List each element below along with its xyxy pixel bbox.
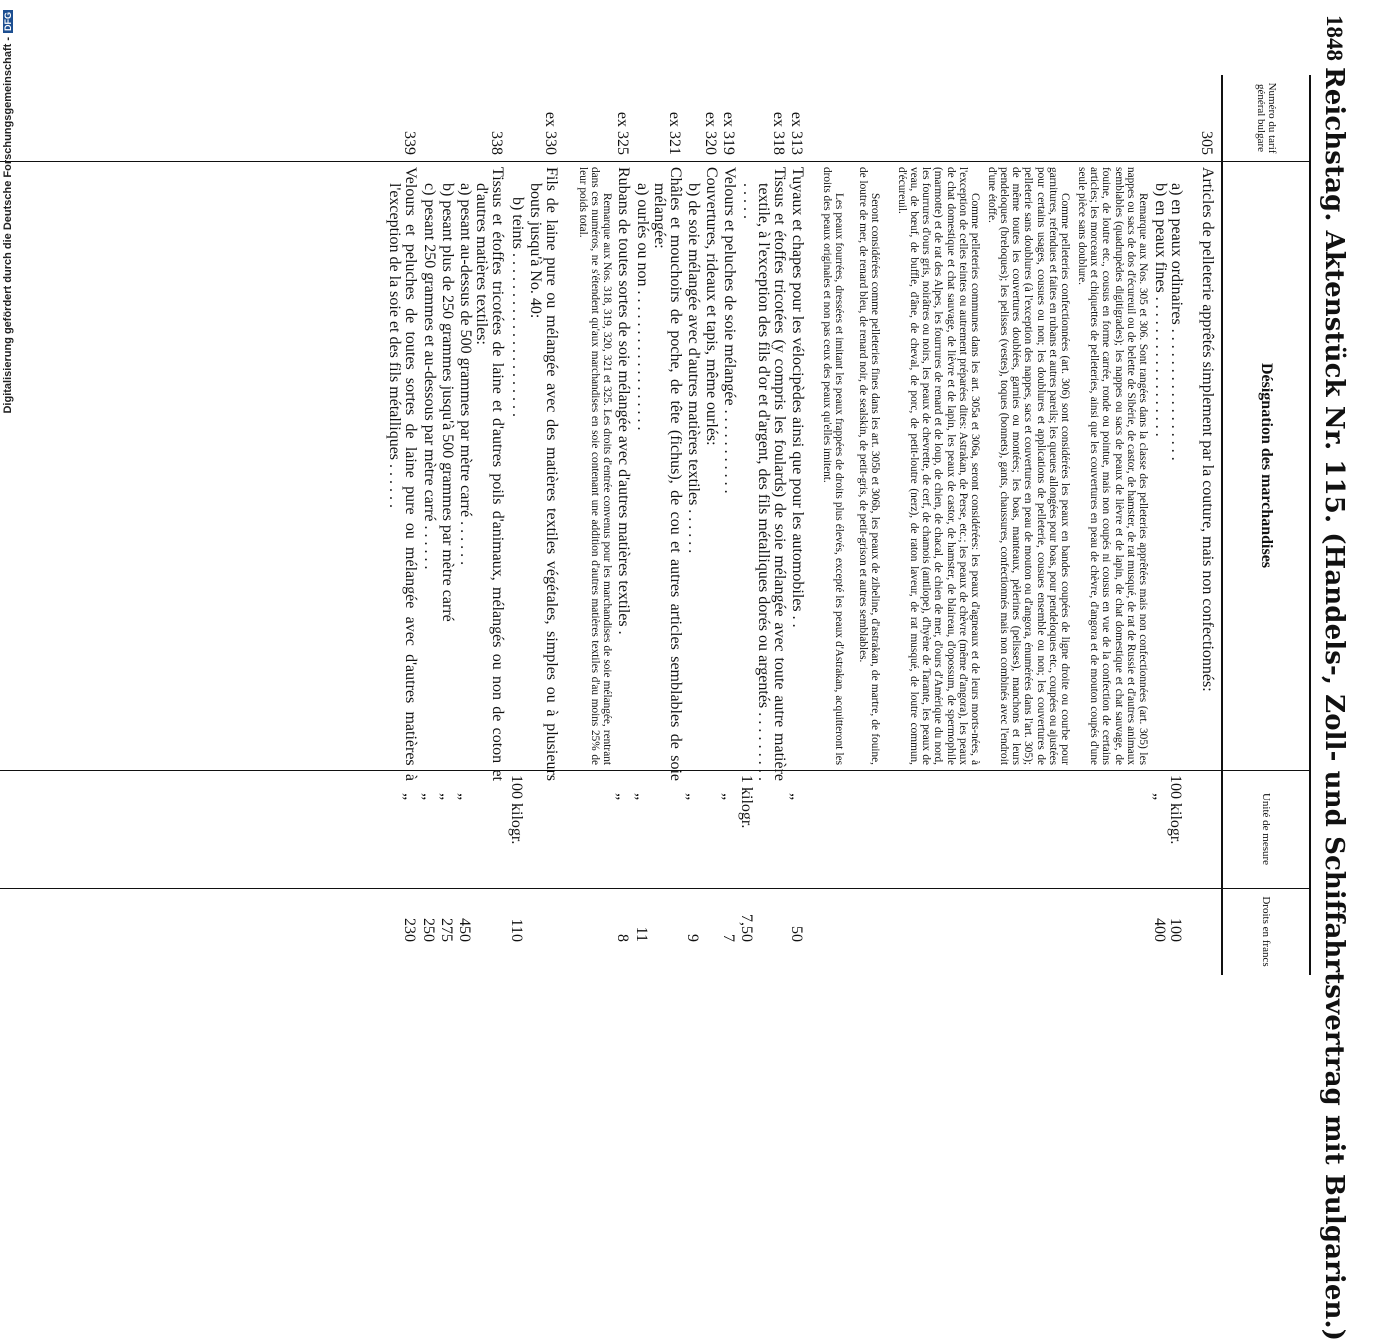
item-subdivision: b) teints . . . . . . . . . . . . . . . . . . . . .	[509, 197, 526, 417]
tariff-number: ex 319	[720, 111, 737, 155]
column-header-number: Numéro du tarif général bulgare	[1255, 82, 1278, 154]
duty-value: 9	[684, 934, 701, 942]
duty-value: 275	[438, 918, 455, 942]
duty-value: 7,50	[738, 914, 755, 942]
duty-value: 100	[1167, 918, 1184, 942]
duty-value: 7	[720, 934, 737, 942]
item-description: Châles et mouchoirs de poche, de tête (fichus), de cou et autres articles semblables de soie mélangée:	[651, 167, 684, 781]
tariff-number: ex 320	[702, 111, 719, 155]
item-description: Velours et peluches de soie mélangée . . . . . . . . . . .	[721, 167, 738, 494]
item-subdivision: a) pesant au-dessus de 500 grammes par mètre carré . . . . . .	[457, 183, 474, 566]
page-title: Reichstag. Aktenstück Nr. 115. (Handels-, Zoll- und Schiffahrtsvertrag mit Bulgarien.)	[1319, 67, 1349, 1341]
tariff-number: ex 313	[788, 111, 805, 155]
column-divider	[0, 161, 1311, 162]
remark-text: Comme pelleteries confectionnées (art. 306) sont considérées les peaux en bandes coupées de ligne droite ou courbe pour garnitures, refendues et faites en rubans et autres pareils; les queues allongées pour boas, pour pendeloques etc., coupées ou ajustées pour certains usages, cousues ou non; les doublures et applications de pelleterie, cousues ensemble ou non; les couvertures de pelleterie sans doublures (à l'exception des nappes, sacs et couvertures en peau de mouton ou d'angora, énumérées dans l'art. 305); de même toutes les couvertures doublées, garnies ou montées; les boas, manteaux, pèlerines (pelisses), manchons et leurs pendeloques (breloques); les pelisses (vestes), toques (bonnets), gants, chaussures, confectionnés mais non combinés avec l'endroit d'une étoffe.	[985, 167, 1071, 765]
item-subdivision: a) en peaux ordinaires . . . . . . . . . . . . . . . . .	[1168, 183, 1185, 461]
tariff-number: ex 325	[614, 111, 631, 155]
tariff-table	[0, 75, 1311, 975]
column-header-unit: Unité de mesure	[1260, 792, 1272, 866]
item-description: Tuyaux et chapes pour les vélocipèdes ainsi que pour les automobiles . .	[789, 167, 806, 628]
table-rule-header	[1221, 75, 1223, 975]
item-description: Couvertures, rideaux et tapis, même ourlés:	[703, 167, 720, 446]
page-number: 1848	[1322, 15, 1347, 61]
item-description: Velours et peluches de toutes sortes de laine pure ou mélangée avec d'autres matières à l'exception de la soie et des fils métalliques . . . . . .	[386, 167, 419, 781]
page-header	[1313, 15, 1353, 1341]
tariff-number: ex 318	[770, 111, 787, 155]
digitization-credit	[0, 0, 16, 1000]
duty-value: 8	[614, 934, 631, 942]
item-description: Rubans de toutes sortes de soie mélangée avec d'autres matières textiles .	[615, 167, 632, 635]
item-subdivision: b) de soie mélangée avec d'autres matières textiles . . . . . .	[685, 183, 702, 554]
unit-of-measure: „	[633, 793, 650, 801]
item-description: Tissus et étoffes tricotées (y compris les foulards) de soie mélangée avec toute autre matière textile, à l'exception des fils d'or et d'argent, des fils métalliques dorés ou argentés . . . . . . . . . . . . . .	[740, 167, 788, 781]
remark-text: Remarque aux Nos. 318, 319, 320, 321 et 325. Les droits d'entrée convenus pour les marchandises de soie mélangée, rentrant dans ces numéros, ne s'étendent qu'aux marchandises en soie contenant une addition d'autres matières textiles d'au moins 25% de leur poids total.	[576, 167, 613, 765]
unit-of-measure: „	[684, 793, 701, 801]
unit-of-measure: „	[420, 793, 437, 801]
tariff-number: 305	[1198, 131, 1215, 155]
unit-of-measure: „	[456, 793, 473, 801]
unit-of-measure: 100 kilogr.	[508, 775, 525, 845]
table-rule-top	[1309, 75, 1311, 975]
remark-text: Les peaux fourrées, dressées et imitant les peaux frappées de droits plus élevés, excepté les peaux d'Astrakan, acquitteront les droits des peaux originales et non pas ceux des peaux qu'elles imitent.	[820, 167, 845, 765]
dfg-logo: DFG	[3, 12, 13, 31]
unit-of-measure: „	[401, 793, 418, 801]
remark-text: Seront considérées comme pelleteries fines dans les art. 305b et 306b, les peaux de zibeline, d'astrakan, de martre, de fouine, de loutre de mer, de renard bleu, de renard noir, de sealskin, de petit-gris, de petit-grison et autres semblables.	[856, 167, 881, 765]
remark-text: Comme pelleteries communes dans les art. 305a et 306a, seront considérées: les peaux d'agneaux et de leurs morts-nées, à l'exception de celles teintes ou autrement préparées dites: Astrakan, de Perse, etc.; les peaux de chèvre (même d'angora), les peaux de chat domestique et chat sauvage, de lièvre et de lapin, les peaux de castor, de hamster, de blaireau, d'opossum, de spermophile (marmotte) et de rat des Alpes, les fourrures de renard et de loup, de chien, de chacal, de chien de mer, d'ours d'Amérique du nord, les fourrures d'ours gris, noirâtres ou noirs, les peaux de chevrette, de cerf, de chamois (antilope), d'hyène de Tarante, les peaux de veau, de bœuf, de buffle, d'âne, de cheval, de porc, de petit-loutre (nerz), de raton laveur, de rat musqué, de loutre commun, d'écureuil.	[895, 167, 981, 765]
tariff-number: ex 330	[542, 111, 559, 155]
item-subdivision: c) pesant 250 grammes et au-dessous par mètre carré . . . . . .	[421, 183, 438, 570]
duty-value: 230	[401, 918, 418, 942]
item-subdivision: b) en peaux fines . . . . . . . . . . . . . . . . . .	[1152, 183, 1169, 437]
tariff-number: ex 321	[666, 111, 683, 155]
duty-value: 400	[1151, 918, 1168, 942]
item-subdivision: a) ourlés ou non . . . . . . . . . . . . . . . . . .	[634, 183, 651, 431]
unit-of-measure: „	[438, 793, 455, 801]
tariff-number: 339	[401, 131, 418, 155]
duty-value: 250	[420, 918, 437, 942]
unit-of-measure: „	[614, 793, 631, 801]
unit-of-measure: 1 kilogr.	[738, 775, 755, 829]
column-header-designation: Désignation des marchandises	[1258, 362, 1275, 569]
credit-text: Digitalisierung gefördert durch die Deutsche Forschungsgemeinschaft -	[2, 37, 14, 414]
column-header-duties: Droits en francs	[1260, 896, 1272, 967]
unit-of-measure: „	[788, 793, 805, 801]
item-description: Fils de laine pure ou mélangée avec des matières textiles végétales, simples ou à plusieurs bouts jusqu'à No. 40:	[527, 167, 560, 781]
duty-value: 11	[633, 926, 650, 942]
unit-of-measure: 100 kilogr.	[1167, 775, 1184, 845]
duty-value: 450	[456, 918, 473, 942]
unit-of-measure: „	[720, 793, 737, 801]
column-divider	[0, 888, 1311, 889]
unit-of-measure: „	[1151, 793, 1168, 801]
duty-value: 50	[788, 926, 805, 942]
duty-value: 110	[508, 918, 525, 942]
item-description: Articles de pelleterie apprêtés simplement par la couture, mais non confectionnés:	[1199, 167, 1216, 692]
remark-text: Remarque aux Nos. 305 et 306. Sont rangées dans la classe des pelleteries apprêtées mais non confectionnées (art. 305) les nappes ou sacs de dos d'écureuil ou de belette de Sibérie, de castor, de hamster, de rat musqué, de rat de Russie et d'autres animaux semblables (quadrupèdes digitigrades); les nappes ou sacs de peaux de lièvre et de lapin, de chat domestique et chat sauvage, de fouine, de loutre etc., cousus en forme carrée, ronde ou pointue, mais non coupés ni cousus en vue de la confection de certains articles; les morceaux et chiquettes de pelleteries, ainsi que les couvertures en peau de chèvre, d'angora et de mouton coupés d'une seule pièce sans doublure.	[1075, 167, 1149, 765]
tariff-number: 338	[488, 131, 505, 155]
item-subdivision: b) pesant plus de 250 grammes jusqu'à 500 grammes par mètre carré	[439, 183, 456, 622]
item-description: Tissus et étoffes tricotées de laine et d'autres poils d'animaux, mélangés ou non de coton et d'autres matières textiles:	[473, 167, 506, 781]
